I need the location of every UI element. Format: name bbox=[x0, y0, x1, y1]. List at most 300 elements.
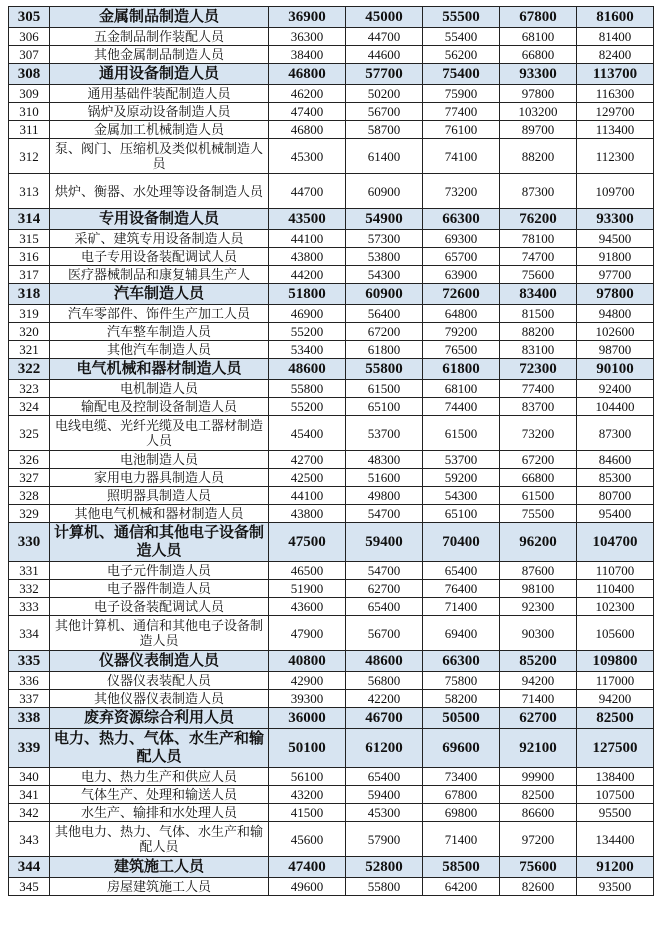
occupation-code-cell: 323 bbox=[9, 380, 50, 398]
occupation-name-cell: 电气机械和器材制造人员 bbox=[50, 359, 269, 380]
wage-value-cell: 65700 bbox=[423, 248, 500, 266]
wage-value-cell: 56700 bbox=[346, 616, 423, 651]
occupation-name-cell: 其他仪器仪表制造人员 bbox=[50, 690, 269, 708]
wage-value-cell: 70400 bbox=[423, 523, 500, 562]
wage-value-cell: 47900 bbox=[269, 616, 346, 651]
occupation-code-cell: 317 bbox=[9, 266, 50, 284]
wage-value-cell: 93300 bbox=[500, 64, 577, 85]
wage-value-cell: 51800 bbox=[269, 284, 346, 305]
wage-value-cell: 79200 bbox=[423, 323, 500, 341]
occupation-code-cell: 340 bbox=[9, 768, 50, 786]
wage-table-container bbox=[8, 6, 654, 896]
wage-value-cell: 61500 bbox=[500, 487, 577, 505]
wage-value-cell: 77400 bbox=[500, 380, 577, 398]
wage-value-cell: 98100 bbox=[500, 580, 577, 598]
table-row bbox=[9, 469, 654, 487]
table-row bbox=[9, 804, 654, 822]
table-row bbox=[9, 562, 654, 580]
wage-value-cell: 93300 bbox=[577, 209, 654, 230]
wage-value-cell: 59400 bbox=[346, 786, 423, 804]
wage-value-cell: 53400 bbox=[269, 341, 346, 359]
wage-value-cell: 46200 bbox=[269, 85, 346, 103]
occupation-code-cell: 339 bbox=[9, 729, 50, 768]
occupation-name-cell: 输配电及控制设备制造人员 bbox=[50, 398, 269, 416]
table-row bbox=[9, 103, 654, 121]
wage-value-cell: 76500 bbox=[423, 341, 500, 359]
occupation-code-cell: 343 bbox=[9, 822, 50, 857]
occupation-code-cell: 315 bbox=[9, 230, 50, 248]
table-row bbox=[9, 85, 654, 103]
wage-value-cell: 64200 bbox=[423, 878, 500, 896]
table-row-category bbox=[9, 284, 654, 305]
occupation-name-cell: 电子元件制造人员 bbox=[50, 562, 269, 580]
wage-value-cell: 85300 bbox=[577, 469, 654, 487]
table-row-category bbox=[9, 729, 654, 768]
wage-value-cell: 104700 bbox=[577, 523, 654, 562]
occupation-code-cell: 305 bbox=[9, 7, 50, 28]
wage-value-cell: 55200 bbox=[269, 398, 346, 416]
wage-value-cell: 36300 bbox=[269, 28, 346, 46]
table-row bbox=[9, 616, 654, 651]
wage-value-cell: 138400 bbox=[577, 768, 654, 786]
wage-value-cell: 44700 bbox=[269, 174, 346, 209]
wage-value-cell: 55500 bbox=[423, 7, 500, 28]
wage-value-cell: 87300 bbox=[577, 416, 654, 451]
wage-value-cell: 55800 bbox=[269, 380, 346, 398]
wage-value-cell: 41500 bbox=[269, 804, 346, 822]
wage-value-cell: 48600 bbox=[346, 651, 423, 672]
wage-value-cell: 61400 bbox=[346, 139, 423, 174]
occupation-code-cell: 309 bbox=[9, 85, 50, 103]
wage-value-cell: 63900 bbox=[423, 266, 500, 284]
wage-value-cell: 90100 bbox=[577, 359, 654, 380]
occupation-code-cell: 314 bbox=[9, 209, 50, 230]
wage-value-cell: 82400 bbox=[577, 46, 654, 64]
wage-value-cell: 66800 bbox=[500, 46, 577, 64]
wage-value-cell: 42700 bbox=[269, 451, 346, 469]
wage-value-cell: 81600 bbox=[577, 7, 654, 28]
wage-value-cell: 94200 bbox=[577, 690, 654, 708]
wage-value-cell: 99900 bbox=[500, 768, 577, 786]
occupation-code-cell: 341 bbox=[9, 786, 50, 804]
wage-value-cell: 81400 bbox=[577, 28, 654, 46]
wage-value-cell: 61800 bbox=[423, 359, 500, 380]
wage-value-cell: 69800 bbox=[423, 804, 500, 822]
wage-value-cell: 53700 bbox=[423, 451, 500, 469]
occupation-name-cell: 泵、阀门、压缩机及类似机械制造人员 bbox=[50, 139, 269, 174]
wage-value-cell: 45600 bbox=[269, 822, 346, 857]
wage-value-cell: 72600 bbox=[423, 284, 500, 305]
wage-value-cell: 46700 bbox=[346, 708, 423, 729]
wage-value-cell: 67800 bbox=[423, 786, 500, 804]
occupation-code-cell: 313 bbox=[9, 174, 50, 209]
table-row bbox=[9, 121, 654, 139]
occupation-code-cell: 345 bbox=[9, 878, 50, 896]
table-row bbox=[9, 398, 654, 416]
wage-value-cell: 47400 bbox=[269, 857, 346, 878]
wage-value-cell: 51900 bbox=[269, 580, 346, 598]
occupation-code-cell: 337 bbox=[9, 690, 50, 708]
wage-value-cell: 66800 bbox=[500, 469, 577, 487]
occupation-code-cell: 338 bbox=[9, 708, 50, 729]
occupation-code-cell: 308 bbox=[9, 64, 50, 85]
wage-value-cell: 91800 bbox=[577, 248, 654, 266]
table-row bbox=[9, 505, 654, 523]
occupation-code-cell: 329 bbox=[9, 505, 50, 523]
table-row-category bbox=[9, 359, 654, 380]
table-row bbox=[9, 380, 654, 398]
wage-value-cell: 61200 bbox=[346, 729, 423, 768]
wage-value-cell: 113700 bbox=[577, 64, 654, 85]
wage-value-cell: 44100 bbox=[269, 487, 346, 505]
occupation-name-cell: 仪器仪表装配人员 bbox=[50, 672, 269, 690]
occupation-name-cell: 废弃资源综合利用人员 bbox=[50, 708, 269, 729]
occupation-name-cell: 医疗器械制品和康复辅具生产人 bbox=[50, 266, 269, 284]
wage-value-cell: 55400 bbox=[423, 28, 500, 46]
occupation-code-cell: 318 bbox=[9, 284, 50, 305]
wage-value-cell: 76100 bbox=[423, 121, 500, 139]
wage-value-cell: 48600 bbox=[269, 359, 346, 380]
wage-value-cell: 54300 bbox=[423, 487, 500, 505]
wage-value-cell: 43500 bbox=[269, 209, 346, 230]
occupation-name-cell: 照明器具制造人员 bbox=[50, 487, 269, 505]
wage-value-cell: 39300 bbox=[269, 690, 346, 708]
wage-value-cell: 71400 bbox=[500, 690, 577, 708]
wage-value-cell: 75600 bbox=[500, 266, 577, 284]
occupation-name-cell: 房屋建筑施工人员 bbox=[50, 878, 269, 896]
wage-value-cell: 42200 bbox=[346, 690, 423, 708]
wage-value-cell: 95500 bbox=[577, 804, 654, 822]
occupation-name-cell: 电线电缆、光纤光缆及电工器材制造人员 bbox=[50, 416, 269, 451]
occupation-code-cell: 312 bbox=[9, 139, 50, 174]
table-row bbox=[9, 323, 654, 341]
occupation-name-cell: 金属制品制造人员 bbox=[50, 7, 269, 28]
wage-value-cell: 55800 bbox=[346, 359, 423, 380]
wage-value-cell: 60900 bbox=[346, 284, 423, 305]
wage-value-cell: 92400 bbox=[577, 380, 654, 398]
table-row bbox=[9, 822, 654, 857]
occupation-name-cell: 采矿、建筑专用设备制造人员 bbox=[50, 230, 269, 248]
wage-value-cell: 78100 bbox=[500, 230, 577, 248]
occupation-code-cell: 311 bbox=[9, 121, 50, 139]
wage-value-cell: 77400 bbox=[423, 103, 500, 121]
table-row bbox=[9, 174, 654, 209]
wage-value-cell: 59400 bbox=[346, 523, 423, 562]
wage-value-cell: 91200 bbox=[577, 857, 654, 878]
wage-value-cell: 53700 bbox=[346, 416, 423, 451]
wage-value-cell: 48300 bbox=[346, 451, 423, 469]
wage-value-cell: 40800 bbox=[269, 651, 346, 672]
wage-value-cell: 82600 bbox=[500, 878, 577, 896]
wage-value-cell: 72300 bbox=[500, 359, 577, 380]
occupation-name-cell: 电子设备装配调试人员 bbox=[50, 598, 269, 616]
table-row-category bbox=[9, 857, 654, 878]
occupation-name-cell: 五金制品制作装配人员 bbox=[50, 28, 269, 46]
occupation-name-cell: 其他金属制品制造人员 bbox=[50, 46, 269, 64]
wage-value-cell: 50500 bbox=[423, 708, 500, 729]
wage-value-cell: 65400 bbox=[346, 768, 423, 786]
wage-value-cell: 94500 bbox=[577, 230, 654, 248]
occupation-code-cell: 307 bbox=[9, 46, 50, 64]
table-row bbox=[9, 768, 654, 786]
table-row bbox=[9, 690, 654, 708]
wage-value-cell: 60900 bbox=[346, 174, 423, 209]
occupation-name-cell: 通用设备制造人员 bbox=[50, 64, 269, 85]
wage-value-cell: 80700 bbox=[577, 487, 654, 505]
occupation-name-cell: 仪器仪表制造人员 bbox=[50, 651, 269, 672]
table-row bbox=[9, 878, 654, 896]
wage-value-cell: 74100 bbox=[423, 139, 500, 174]
wage-value-cell: 62700 bbox=[500, 708, 577, 729]
wage-value-cell: 69400 bbox=[423, 616, 500, 651]
occupation-name-cell: 家用电力器具制造人员 bbox=[50, 469, 269, 487]
occupation-name-cell: 电力、热力生产和供应人员 bbox=[50, 768, 269, 786]
wage-value-cell: 58200 bbox=[423, 690, 500, 708]
table-row bbox=[9, 46, 654, 64]
wage-value-cell: 68100 bbox=[500, 28, 577, 46]
wage-value-cell: 83100 bbox=[500, 341, 577, 359]
wage-value-cell: 65400 bbox=[423, 562, 500, 580]
wage-value-cell: 43600 bbox=[269, 598, 346, 616]
table-row bbox=[9, 266, 654, 284]
wage-value-cell: 76400 bbox=[423, 580, 500, 598]
wage-value-cell: 82500 bbox=[577, 708, 654, 729]
wage-value-cell: 54300 bbox=[346, 266, 423, 284]
wage-value-cell: 129700 bbox=[577, 103, 654, 121]
occupation-code-cell: 320 bbox=[9, 323, 50, 341]
wage-value-cell: 50100 bbox=[269, 729, 346, 768]
wage-value-cell: 69300 bbox=[423, 230, 500, 248]
table-row-category bbox=[9, 523, 654, 562]
occupation-name-cell: 专用设备制造人员 bbox=[50, 209, 269, 230]
table-row bbox=[9, 416, 654, 451]
wage-value-cell: 54700 bbox=[346, 562, 423, 580]
occupation-name-cell: 金属加工机械制造人员 bbox=[50, 121, 269, 139]
wage-value-cell: 98700 bbox=[577, 341, 654, 359]
wage-value-cell: 54900 bbox=[346, 209, 423, 230]
wage-value-cell: 103200 bbox=[500, 103, 577, 121]
wage-value-cell: 56700 bbox=[346, 103, 423, 121]
occupation-code-cell: 333 bbox=[9, 598, 50, 616]
wage-value-cell: 45400 bbox=[269, 416, 346, 451]
wage-value-cell: 46500 bbox=[269, 562, 346, 580]
wage-value-cell: 64800 bbox=[423, 305, 500, 323]
wage-value-cell: 51600 bbox=[346, 469, 423, 487]
occupation-name-cell: 通用基础件装配制造人员 bbox=[50, 85, 269, 103]
wage-value-cell: 66300 bbox=[423, 651, 500, 672]
occupation-code-cell: 316 bbox=[9, 248, 50, 266]
wage-value-cell: 73200 bbox=[500, 416, 577, 451]
occupation-code-cell: 342 bbox=[9, 804, 50, 822]
wage-value-cell: 54700 bbox=[346, 505, 423, 523]
wage-value-cell: 73200 bbox=[423, 174, 500, 209]
wage-value-cell: 97800 bbox=[500, 85, 577, 103]
wage-value-cell: 102600 bbox=[577, 323, 654, 341]
wage-value-cell: 84600 bbox=[577, 451, 654, 469]
wage-value-cell: 55800 bbox=[346, 878, 423, 896]
table-row-category bbox=[9, 209, 654, 230]
wage-value-cell: 97700 bbox=[577, 266, 654, 284]
wage-table bbox=[8, 6, 654, 896]
wage-value-cell: 117000 bbox=[577, 672, 654, 690]
table-row bbox=[9, 487, 654, 505]
occupation-code-cell: 327 bbox=[9, 469, 50, 487]
occupation-name-cell: 汽车制造人员 bbox=[50, 284, 269, 305]
wage-value-cell: 75500 bbox=[500, 505, 577, 523]
occupation-name-cell: 电机制造人员 bbox=[50, 380, 269, 398]
table-row-category bbox=[9, 64, 654, 85]
wage-value-cell: 81500 bbox=[500, 305, 577, 323]
occupation-name-cell: 锅炉及原动设备制造人员 bbox=[50, 103, 269, 121]
table-row bbox=[9, 230, 654, 248]
occupation-name-cell: 电池制造人员 bbox=[50, 451, 269, 469]
occupation-name-cell: 建筑施工人员 bbox=[50, 857, 269, 878]
occupation-name-cell: 水生产、输排和水处理人员 bbox=[50, 804, 269, 822]
wage-value-cell: 87600 bbox=[500, 562, 577, 580]
wage-value-cell: 95400 bbox=[577, 505, 654, 523]
wage-value-cell: 69600 bbox=[423, 729, 500, 768]
wage-value-cell: 97800 bbox=[577, 284, 654, 305]
table-row bbox=[9, 341, 654, 359]
wage-value-cell: 75400 bbox=[423, 64, 500, 85]
wage-value-cell: 49800 bbox=[346, 487, 423, 505]
wage-value-cell: 110400 bbox=[577, 580, 654, 598]
table-row-category bbox=[9, 7, 654, 28]
wage-value-cell: 47500 bbox=[269, 523, 346, 562]
wage-value-cell: 93500 bbox=[577, 878, 654, 896]
occupation-name-cell: 其他电气机械和器材制造人员 bbox=[50, 505, 269, 523]
occupation-code-cell: 319 bbox=[9, 305, 50, 323]
wage-table-body bbox=[9, 7, 654, 896]
wage-value-cell: 74700 bbox=[500, 248, 577, 266]
occupation-name-cell: 电子器件制造人员 bbox=[50, 580, 269, 598]
wage-value-cell: 71400 bbox=[423, 822, 500, 857]
occupation-code-cell: 336 bbox=[9, 672, 50, 690]
wage-value-cell: 67200 bbox=[346, 323, 423, 341]
wage-value-cell: 66300 bbox=[423, 209, 500, 230]
wage-value-cell: 75900 bbox=[423, 85, 500, 103]
occupation-code-cell: 322 bbox=[9, 359, 50, 380]
wage-value-cell: 55200 bbox=[269, 323, 346, 341]
occupation-name-cell: 其他计算机、通信和其他电子设备制造人员 bbox=[50, 616, 269, 651]
occupation-code-cell: 335 bbox=[9, 651, 50, 672]
wage-value-cell: 56800 bbox=[346, 672, 423, 690]
wage-value-cell: 47400 bbox=[269, 103, 346, 121]
wage-value-cell: 68100 bbox=[423, 380, 500, 398]
occupation-code-cell: 328 bbox=[9, 487, 50, 505]
occupation-name-cell: 计算机、通信和其他电子设备制造人员 bbox=[50, 523, 269, 562]
occupation-code-cell: 324 bbox=[9, 398, 50, 416]
table-row bbox=[9, 672, 654, 690]
occupation-code-cell: 321 bbox=[9, 341, 50, 359]
wage-value-cell: 56200 bbox=[423, 46, 500, 64]
occupation-name-cell: 气体生产、处理和输送人员 bbox=[50, 786, 269, 804]
wage-value-cell: 44200 bbox=[269, 266, 346, 284]
wage-value-cell: 97200 bbox=[500, 822, 577, 857]
occupation-name-cell: 汽车零部件、饰件生产加工人员 bbox=[50, 305, 269, 323]
wage-value-cell: 96200 bbox=[500, 523, 577, 562]
occupation-code-cell: 344 bbox=[9, 857, 50, 878]
wage-value-cell: 57900 bbox=[346, 822, 423, 857]
occupation-name-cell: 电子专用设备装配调试人员 bbox=[50, 248, 269, 266]
wage-value-cell: 116300 bbox=[577, 85, 654, 103]
wage-value-cell: 74400 bbox=[423, 398, 500, 416]
table-row bbox=[9, 248, 654, 266]
occupation-code-cell: 306 bbox=[9, 28, 50, 46]
occupation-code-cell: 310 bbox=[9, 103, 50, 121]
wage-value-cell: 56400 bbox=[346, 305, 423, 323]
table-row bbox=[9, 139, 654, 174]
wage-value-cell: 109800 bbox=[577, 651, 654, 672]
wage-value-cell: 49600 bbox=[269, 878, 346, 896]
table-row-category bbox=[9, 708, 654, 729]
table-row bbox=[9, 598, 654, 616]
table-row bbox=[9, 451, 654, 469]
wage-value-cell: 52800 bbox=[346, 857, 423, 878]
occupation-code-cell: 334 bbox=[9, 616, 50, 651]
table-row bbox=[9, 786, 654, 804]
wage-value-cell: 43800 bbox=[269, 505, 346, 523]
wage-value-cell: 112300 bbox=[577, 139, 654, 174]
wage-value-cell: 46800 bbox=[269, 121, 346, 139]
wage-value-cell: 67200 bbox=[500, 451, 577, 469]
wage-value-cell: 87300 bbox=[500, 174, 577, 209]
wage-value-cell: 65100 bbox=[423, 505, 500, 523]
wage-value-cell: 88200 bbox=[500, 139, 577, 174]
wage-value-cell: 38400 bbox=[269, 46, 346, 64]
wage-value-cell: 107500 bbox=[577, 786, 654, 804]
wage-value-cell: 43800 bbox=[269, 248, 346, 266]
wage-value-cell: 83700 bbox=[500, 398, 577, 416]
wage-value-cell: 58700 bbox=[346, 121, 423, 139]
wage-value-cell: 83400 bbox=[500, 284, 577, 305]
table-row bbox=[9, 580, 654, 598]
wage-value-cell: 88200 bbox=[500, 323, 577, 341]
wage-value-cell: 110700 bbox=[577, 562, 654, 580]
occupation-name-cell: 其他汽车制造人员 bbox=[50, 341, 269, 359]
table-row bbox=[9, 305, 654, 323]
wage-value-cell: 65100 bbox=[346, 398, 423, 416]
wage-value-cell: 94200 bbox=[500, 672, 577, 690]
occupation-code-cell: 332 bbox=[9, 580, 50, 598]
wage-value-cell: 113400 bbox=[577, 121, 654, 139]
table-row-category bbox=[9, 651, 654, 672]
wage-value-cell: 57700 bbox=[346, 64, 423, 85]
wage-value-cell: 46800 bbox=[269, 64, 346, 85]
wage-value-cell: 85200 bbox=[500, 651, 577, 672]
wage-value-cell: 92100 bbox=[500, 729, 577, 768]
wage-value-cell: 61800 bbox=[346, 341, 423, 359]
wage-value-cell: 71400 bbox=[423, 598, 500, 616]
wage-value-cell: 90300 bbox=[500, 616, 577, 651]
wage-value-cell: 86600 bbox=[500, 804, 577, 822]
occupation-name-cell: 烘炉、衡器、水处理等设备制造人员 bbox=[50, 174, 269, 209]
wage-value-cell: 76200 bbox=[500, 209, 577, 230]
wage-value-cell: 82500 bbox=[500, 786, 577, 804]
wage-value-cell: 127500 bbox=[577, 729, 654, 768]
wage-value-cell: 45000 bbox=[346, 7, 423, 28]
wage-value-cell: 62700 bbox=[346, 580, 423, 598]
occupation-name-cell: 汽车整车制造人员 bbox=[50, 323, 269, 341]
wage-value-cell: 42500 bbox=[269, 469, 346, 487]
wage-value-cell: 105600 bbox=[577, 616, 654, 651]
table-row bbox=[9, 28, 654, 46]
wage-value-cell: 44100 bbox=[269, 230, 346, 248]
occupation-code-cell: 330 bbox=[9, 523, 50, 562]
wage-value-cell: 61500 bbox=[346, 380, 423, 398]
occupation-code-cell: 331 bbox=[9, 562, 50, 580]
wage-value-cell: 43200 bbox=[269, 786, 346, 804]
